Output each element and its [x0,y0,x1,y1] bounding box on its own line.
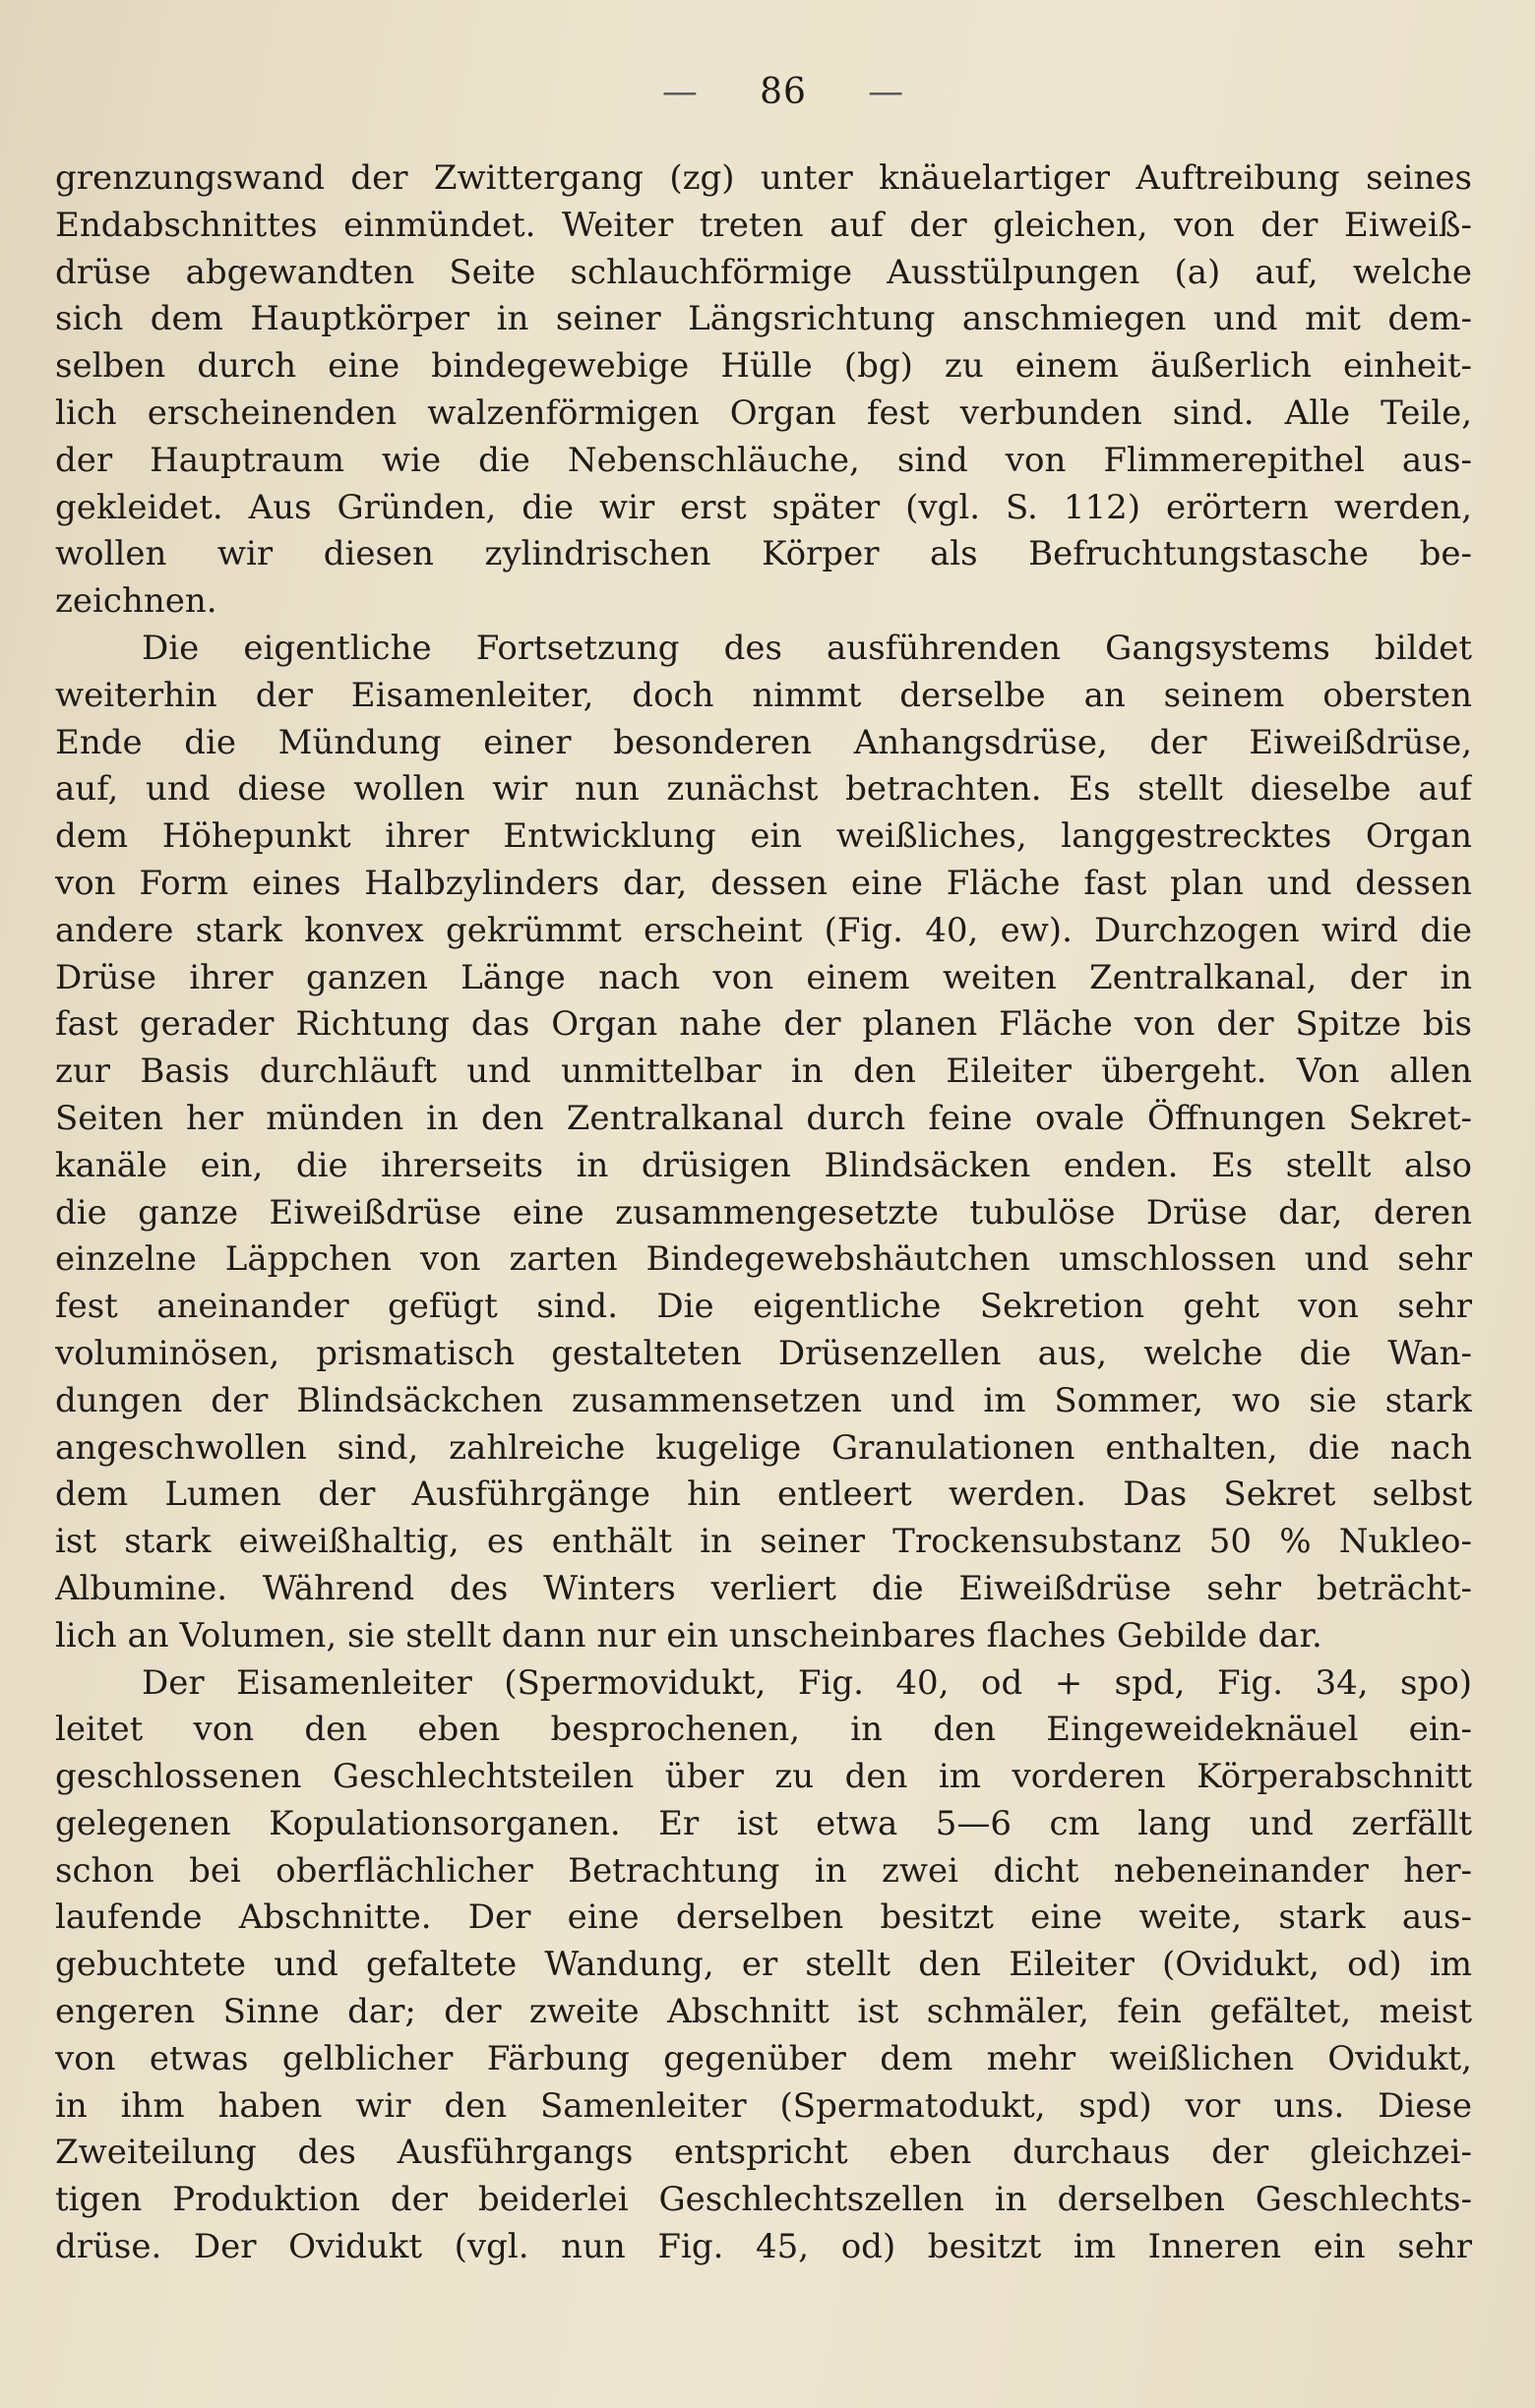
text-line: Der Eisamenleiter (Spermovidukt, Fig. 40, od + spd, Fig. 34, spo) [142,1662,1472,1703]
text-line: dungen der Blindsäckchen zusammensetzen und im Sommer, wo sie stark [55,1380,1472,1420]
page-header [94,63,1472,122]
text-line: Drüse ihrer ganzen Länge nach von einem weiten Zentralkanal, der in [55,957,1472,997]
text-line: fest aneinander gefügt sind. Die eigentliche Sekretion geht von sehr [55,1287,1472,1327]
text-line: Ende die Mündung einer besonderen Anhangsdrüse, der Eiweißdrüse, [55,722,1472,762]
text-line: Zweiteilung des Ausführgangs entspricht eben durchaus der gleichzei- [55,2133,1472,2173]
text-line: engeren Sinne dar; der zweite Abschnitt ist schmäler, fein gefältet, meist [55,1992,1472,2032]
text-line: von Form eines Halbzylinders dar, dessen eine Fläche fast plan und dessen [55,863,1472,903]
text-line: dem Höhepunkt ihrer Entwicklung ein weißliches, langgestrecktes Organ [55,816,1472,857]
text-line: auf, und diese wollen wir nun zunächst betrachten. Es stellt dieselbe auf [55,769,1472,810]
header-dash-right: — [868,72,905,112]
text-line: drüse. Der Ovidukt (vgl. nun Fig. 45, od) besitzt im Inneren ein sehr [55,2227,1472,2267]
text-line: gelegenen Kopulationsorganen. Er ist etwa 5—6 cm lang und zerfällt [55,1803,1472,1843]
text-line: lich an Volumen, sie stellt dann nur ein unscheinbares flaches Gebilde dar. [55,1615,1322,1656]
text-line: tigen Produktion der beiderlei Geschlechtszellen in derselben Geschlechts- [55,2180,1472,2220]
text-line: Endabschnittes einmündet. Weiter treten auf der gleichen, von der Eiweiß- [55,205,1472,245]
text-line: der Hauptraum wie die Nebenschläuche, sind von Flimmerepithel aus- [55,440,1472,480]
text-line: Albumine. Während des Winters verliert die Eiweißdrüse sehr beträcht- [55,1568,1472,1608]
text-line: andere stark konvex gekrümmt erscheint (Fig. 40, ew). Durchzogen wird die [55,910,1472,950]
text-line: drüse abgewandten Seite schlauchförmige Ausstülpungen (a) auf, welche [55,252,1472,292]
text-line: einzelne Läppchen von zarten Bindegewebshäutchen umschlossen und sehr [55,1239,1472,1280]
text-line: kanäle ein, die ihrerseits in drüsigen Blindsäcken enden. Es stellt also [55,1145,1472,1185]
book-page [55,63,1472,2375]
text-line: die ganze Eiweißdrüse eine zusammengesetzte tubulöse Drüse dar, deren [55,1192,1472,1233]
header-dash-left: — [661,72,699,112]
text-line: Die eigentliche Fortsetzung des ausführenden Gangsystems bildet [142,628,1472,668]
text-line: voluminösen, prismatisch gestalteten Drüsenzellen aus, welche die Wan- [55,1333,1472,1373]
body-text [55,155,1472,2271]
page-number: 86 [760,72,807,112]
text-line: selben durch eine bindegewebige Hülle (bg) zu einem äußerlich einheit- [55,346,1472,387]
text-line: geschlossenen Geschlechtsteilen über zu den im vorderen Körperabschnitt [55,1757,1472,1797]
text-line: wollen wir diesen zylindrischen Körper als Befruchtungstasche be- [55,534,1472,574]
text-line: leitet von den eben besprochenen, in den Eingeweideknäuel ein- [55,1710,1472,1750]
text-line: gekleidet. Aus Gründen, die wir erst später (vgl. S. 112) erörtern werden, [55,487,1472,527]
text-line: laufende Abschnitte. Der eine derselben besitzt eine weite, stark aus- [55,1897,1472,1938]
text-line: dem Lumen der Ausführgänge hin entleert werden. Das Sekret selbst [55,1475,1472,1515]
text-line: sich dem Hauptkörper in seiner Längsrichtung anschmiegen und mit dem- [55,299,1472,339]
text-line: Seiten her münden in den Zentralkanal durch feine ovale Öffnungen Sekret- [55,1098,1472,1138]
text-line: gebuchtete und gefaltete Wandung, er stellt den Eileiter (Ovidukt, od) im [55,1945,1472,1985]
text-line: zur Basis durchläuft und unmittelbar in den Eileiter übergeht. Von allen [55,1052,1472,1092]
text-line: lich erscheinenden walzenförmigen Organ fest verbunden sind. Alle Teile, [55,392,1472,433]
text-line: angeschwollen sind, zahlreiche kugelige Granulationen enthalten, die nach [55,1427,1472,1468]
text-line: weiterhin der Eisamenleiter, doch nimmt derselbe an seinem obersten [55,675,1472,715]
text-line: zeichnen. [55,581,217,622]
text-line: fast gerader Richtung das Organ nahe der planen Fläche von der Spitze bis [55,1004,1472,1045]
text-line: von etwas gelblicher Färbung gegenüber dem mehr weißlichen Ovidukt, [55,2038,1472,2078]
text-line: schon bei oberflächlicher Betrachtung in zwei dicht nebeneinander her- [55,1850,1472,1891]
text-line: in ihm haben wir den Samenleiter (Spermatodukt, spd) vor uns. Diese [55,2085,1472,2126]
text-line: grenzungswand der Zwittergang (zg) unter knäuelartiger Auftreibung seines [55,158,1472,198]
text-line: ist stark eiweißhaltig, es enthält in seiner Trockensubstanz 50 % Nukleo- [55,1522,1472,1562]
